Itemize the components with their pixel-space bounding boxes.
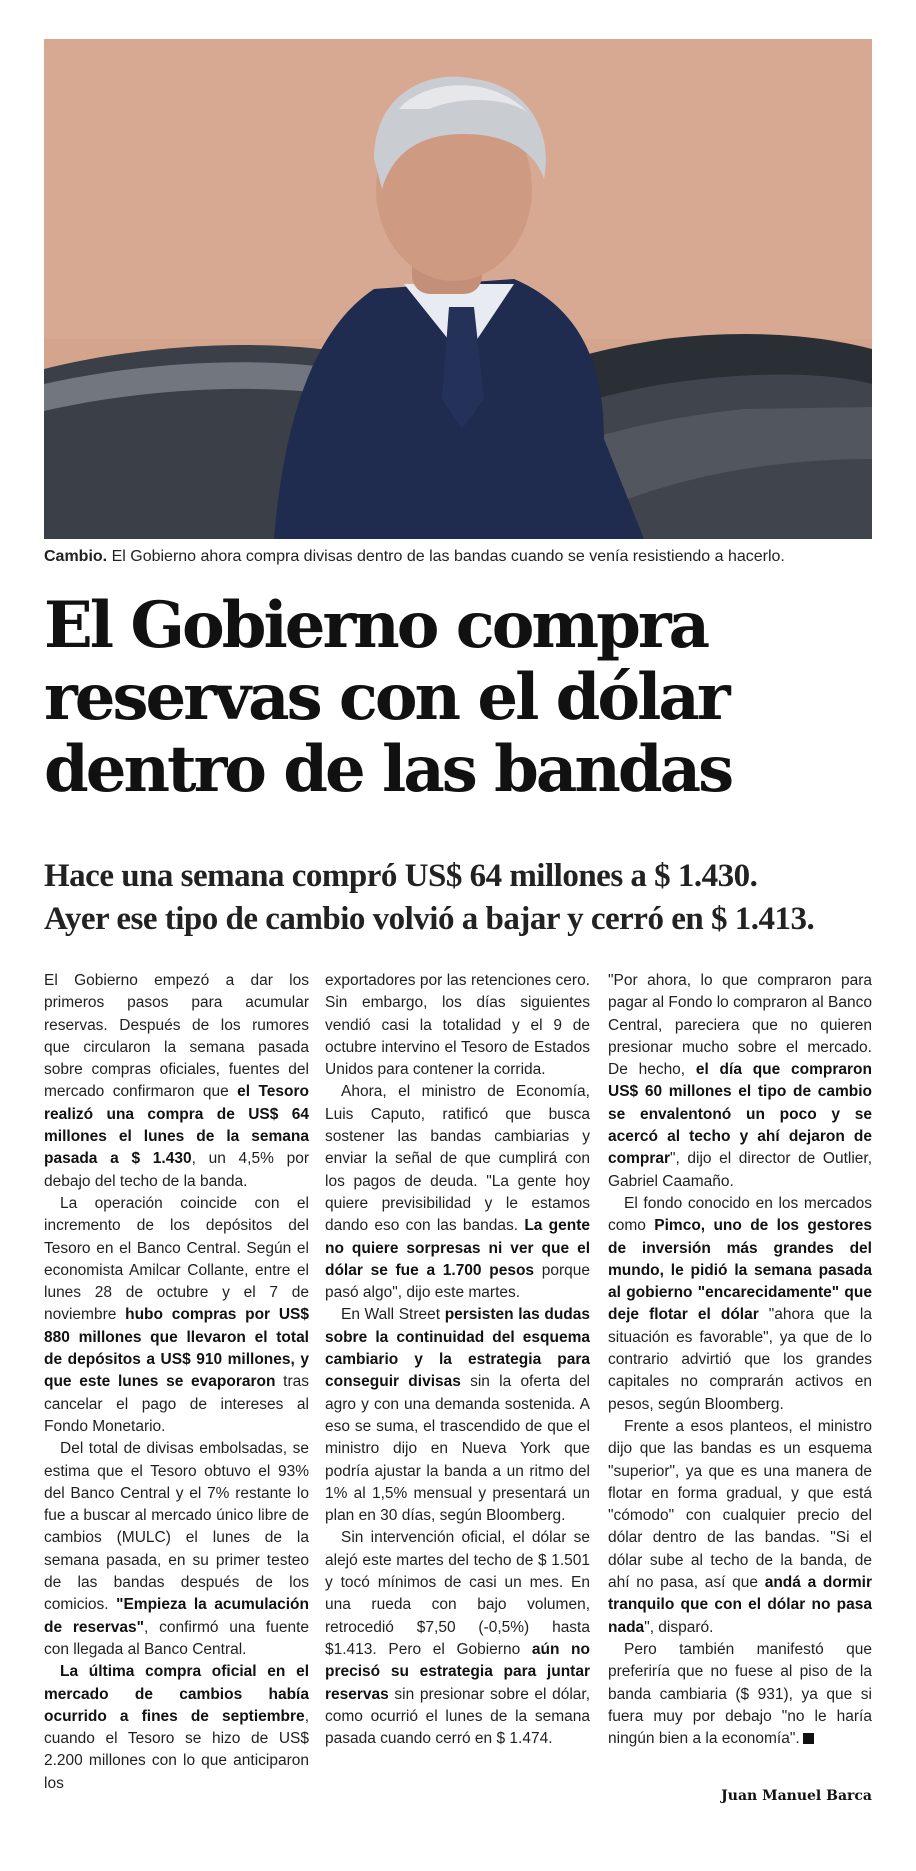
photo-illustration (44, 39, 872, 539)
body-column-2 (325, 970, 590, 1750)
text-run: "Por ahora, lo que compraron para pagar al Fondo lo compraron al Banco Central, pareciera que no quieren presionar mucho sobre el mercado. De hecho, (608, 972, 872, 1079)
text-run: Sin intervención oficial, el dólar se alejó este martes del techo de $ 1.501 y tocó mínimos de casi un mes. En una rueda con bajo volumen, retrocedió $7,50 (-0,5%) hasta $1.413. Pero el Gobierno (325, 1529, 590, 1658)
text-run: exportadores por las retenciones cero. Sin embargo, los días siguientes vendió casi la totalidad y el 9 de octubre intervino el Tesoro de Estados Unidos para contener la corrida. (325, 972, 590, 1079)
subheadline-line: Ayer ese tipo de cambio volvió a bajar y cerró en $ 1.413. (44, 901, 815, 937)
bold-text: persisten las dudas sobre la continuidad del esquema cambiario y la estrategia para conseguir divisas (325, 1306, 590, 1391)
text-run: Ahora, el ministro de Economía, Luis Caputo, ratificó que busca sostener las bandas cambiarias y enviar la señal de que cumplirá con los pagos de deuda. "La gente hoy quiere previsibilidad y le estamos dando eso con las bandas. (325, 1083, 590, 1235)
paragraph (325, 1304, 590, 1527)
text-run: ", dijo el director de Outlier, Gabriel Caamaño. (608, 1150, 872, 1190)
bold-text: La gente no quiere sorpresas ni ver que el dólar se fue a 1.700 pesos (325, 1217, 591, 1279)
caption-text: El Gobierno ahora compra divisas dentro de las bandas cuando se venía resistiendo a hacerlo. (111, 548, 785, 565)
caption-label: Cambio. (44, 548, 108, 565)
text-run: , cuando el Tesoro se hizo de US$ 2.200 millones con lo que anticiparon los (44, 1707, 309, 1792)
text-run: ", disparó. (644, 1618, 714, 1636)
text-run: Frente a esos planteos, el ministro dijo que las bandas es un esquema "superior", ya que es una manera de flotar en forma gradual, y que está "cómodo" con cualquier precio del dólar dentro de las bandas. "Si el dólar sube al techo de la banda, de ahí no pasa, así que (608, 1417, 872, 1592)
headline-line: reservas con el dólar (44, 660, 728, 735)
paragraph (608, 1416, 872, 1639)
bold-text: "Empieza la acumulación de reservas" (44, 1596, 309, 1636)
bold-text: el Tesoro realizó una compra de US$ 64 millones el lunes de la semana pasada a $ 1.430 (44, 1083, 309, 1168)
paragraph (608, 1639, 872, 1750)
bold-text: andá a dormir tranquilo que con el dólar no pasa nada (608, 1574, 872, 1636)
text-run: , confirmó una fuente con llegada al Banco Central. (44, 1618, 309, 1658)
text-run: En Wall Street (341, 1306, 445, 1324)
paragraph (325, 1527, 590, 1750)
headline-line: dentro de las bandas (44, 732, 732, 807)
subheadline (44, 855, 904, 941)
text-run: , un 4,5% por debajo del techo de la banda. (44, 1150, 309, 1190)
text-run: sin la oferta del agro y con una demanda sostenida. A eso se suma, el trascendido de que el ministro dijo en Nueva York que podría ajustar la banda a un ritmo del 1% al 1,5% mensual y presentará un plan en 30 días, según Bloomberg. (325, 1373, 590, 1525)
paragraph (44, 1438, 309, 1661)
paragraph (44, 1193, 309, 1438)
subheadline-line: Hace una semana compró US$ 64 millones a $ 1.430. (44, 858, 758, 894)
headline-line: El Gobierno compra (44, 588, 708, 663)
paragraph (608, 1193, 872, 1416)
paragraph (608, 970, 872, 1193)
text-run: Pero también manifestó que preferiría que no fuese al piso de la banda cambiaria ($ 931), ya que si fuera muy por debajo "no le haría ningún bien a la economía". (608, 1640, 872, 1748)
text-run: tras cancelar el pago de intereses al Fondo Monetario. (44, 1373, 309, 1435)
end-mark-icon (803, 1733, 814, 1744)
bold-text: La última compra oficial en el mercado de cambios había ocurrido a fines de septiembre (44, 1663, 309, 1725)
body-column-3 (608, 970, 872, 1750)
byline: Juan Manuel Barca (721, 1788, 872, 1804)
text-run: sin presionar sobre el dólar, como ocurrió el lunes de la semana pasada cuando cerró en $ 1.474. (325, 1685, 590, 1748)
article-photo (44, 39, 872, 539)
text-run: La operación coincide con el incremento de los depósitos del Tesoro en el Banco Central. Según el economista Amilcar Collante, entre el lunes 28 de octubre y el 7 de noviembre (44, 1194, 309, 1324)
bold-text: Pimco, uno de los gestores de inversión más grandes del mundo, le pidió la semana pasada al gobierno "encarecidamente" que deje flotar el dólar (608, 1217, 872, 1324)
text-run: Del total de divisas embolsadas, se estima que el Tesoro obtuvo el 93% del Banco Central y el 7% restante lo fue a buscar al mercado único libre de cambios (MULC) el lunes de la semana pasada, en su primer testeo de las bandas después de los comicios. (44, 1440, 309, 1614)
paragraph (44, 1661, 309, 1795)
text-run: El Gobierno empezó a dar los primeros pasos para acumular reservas. Después de los rumores que circularon la semana pasada sobre compras oficiales, fuentes del mercado confirmaron que (44, 972, 309, 1101)
paragraph (325, 970, 590, 1081)
headline (44, 590, 884, 806)
text-run: "ahora que la situación es favorable", ya que de lo contrario advirtió que los grandes capitales no comprarán activos en pesos, según Bloomberg. (608, 1306, 872, 1413)
body-column-1 (44, 970, 309, 1795)
photo-caption (44, 547, 884, 567)
bold-text: hubo compras por US$ 880 millones que llevaron el total de depósitos a US$ 910 millones, y que este lunes se evaporaron (44, 1306, 309, 1391)
text-run: porque pasó algo", dijo este martes. (325, 1261, 590, 1302)
bold-text: aún no precisó su estrategia para juntar reservas (325, 1640, 590, 1703)
text-run: El fondo conocido en los mercados como (608, 1194, 872, 1235)
paragraph (44, 970, 309, 1193)
paragraph (325, 1081, 590, 1304)
bold-text: el día que compraron US$ 60 millones el tipo de cambio se envalentonó un poco y se acercó al techo y ahí dejaron de comprar (608, 1061, 872, 1168)
